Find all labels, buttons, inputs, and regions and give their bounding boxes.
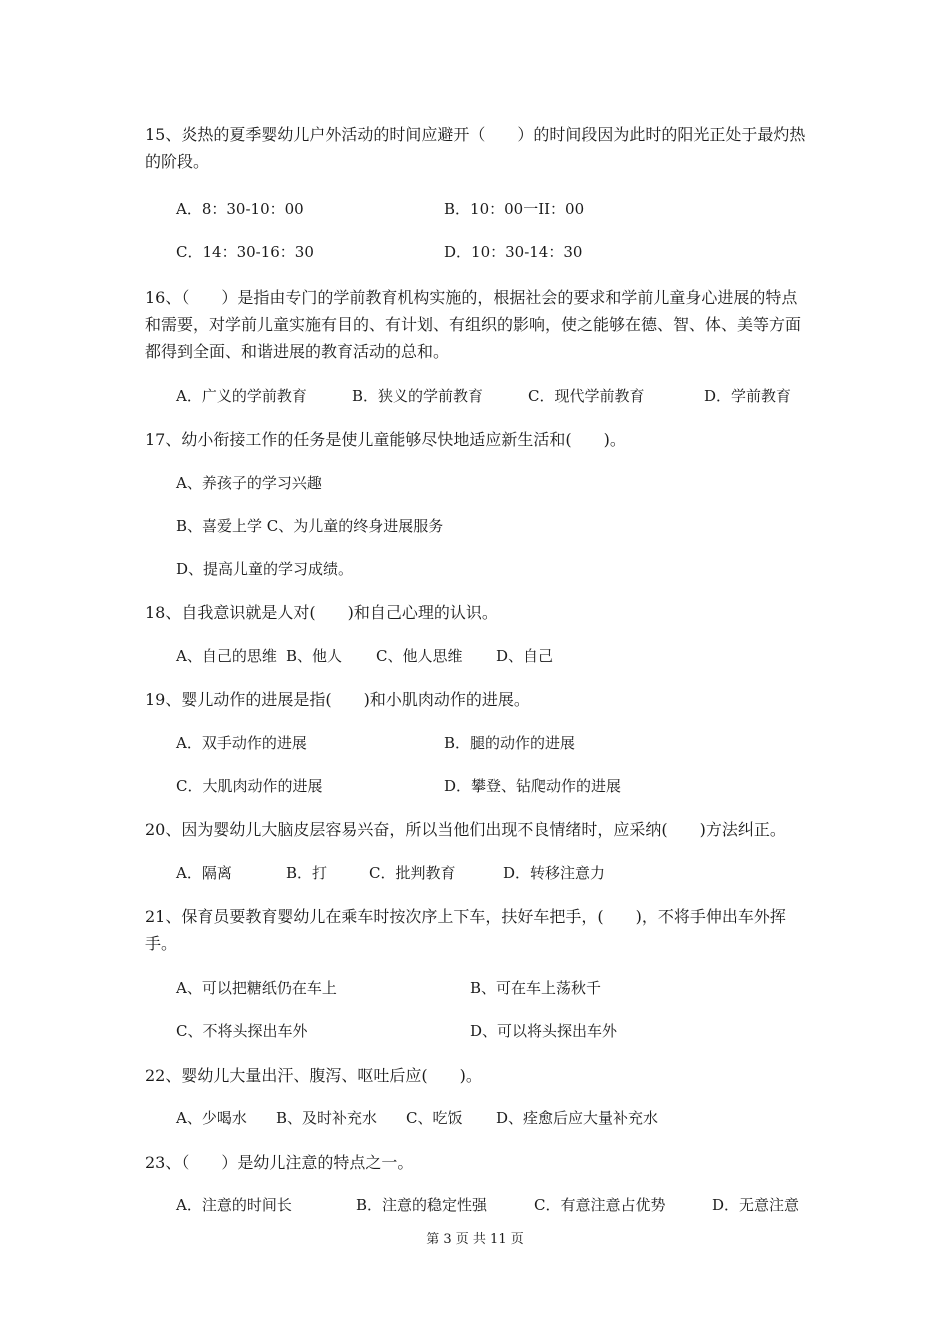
option-b: B、喜爱上学 C、为儿童的终身进展服务 (176, 517, 444, 535)
question-21-options-2 (176, 1020, 816, 1044)
question-18: 18、自我意识就是人对( )和自己心理的认识。 (145, 603, 498, 622)
option-b: B．打 (286, 864, 328, 882)
option-b: B．腿的动作的进展 (444, 734, 576, 752)
question-17-option-d-row (176, 558, 816, 582)
question-17-option-bc-row (176, 515, 816, 539)
question-15-options-2 (176, 241, 816, 265)
option-c: C．现代学前教育 (528, 387, 645, 405)
question-20-options (176, 862, 816, 886)
question-21: 21、保育员要教育婴幼儿在乘车时按次序上下车，扶好车把手，( )，不将手伸出车外挥手。 (145, 907, 786, 953)
option-a: A．广义的学前教育 (176, 387, 307, 405)
option-b: B、可在车上荡秋千 (470, 979, 602, 997)
option-a: A．双手动作的进展 (176, 734, 307, 752)
option-d: D．无意注意 (712, 1196, 800, 1214)
question-16: 16、（ ）是指由专门的学前教育机构实施的，根据社会的要求和学前儿童身心进展的特点和需要，对学前儿童实施有目的、有计划、有组织的影响，使之能够在德、智、体、美等方面都得到全面、和谐进展的教育活动的总和。 (145, 288, 802, 361)
option-d: D、自己 (496, 647, 554, 665)
option-b: B．10：00一II：00 (444, 200, 585, 218)
option-c: C、他人思维 (376, 647, 463, 665)
question-17: 17、幼小衔接工作的任务是使儿童能够尽快地适应新生活和( )。 (145, 430, 626, 449)
question-21-options (176, 977, 816, 1001)
question-15: 15、炎热的夏季婴幼儿户外活动的时间应避开（ ）的时间段因为此时的阳光正处于最灼热的阶段。 (145, 125, 806, 171)
question-23-options (176, 1194, 816, 1218)
question-22: 22、婴幼儿大量出汗、腹泻、呕吐后应( )。 (145, 1066, 482, 1085)
option-a: A．8：30-10：00 (176, 200, 304, 218)
question-20: 20、因为婴幼儿大脑皮层容易兴奋，所以当他们出现不良情绪时，应采纳( )方法纠正。 (145, 820, 786, 839)
question-15-options (176, 198, 816, 222)
option-a: A、自己的思维 (176, 647, 277, 665)
option-d: D、提高儿童的学习成绩。 (176, 560, 354, 578)
option-c: C．大肌肉动作的进展 (176, 777, 323, 795)
option-d: D、痊愈后应大量补充水 (496, 1109, 659, 1127)
question-19-options (176, 732, 816, 756)
option-b: B、及时补充水 (276, 1109, 378, 1127)
option-c: C．有意注意占优势 (534, 1196, 666, 1214)
option-d: D．转移注意力 (503, 864, 606, 882)
question-19: 19、婴儿动作的进展是指( )和小肌肉动作的进展。 (145, 690, 530, 709)
option-c: C、吃饭 (406, 1109, 463, 1127)
question-22-options (176, 1107, 816, 1131)
option-d: D．10：30-14：30 (444, 243, 583, 261)
option-b: B．狭义的学前教育 (352, 387, 484, 405)
option-a: A、养孩子的学习兴趣 (176, 474, 322, 492)
option-d: D、可以将头探出车外 (470, 1022, 618, 1040)
option-a: A．注意的时间长 (176, 1196, 292, 1214)
option-c: C．14：30-16：30 (176, 243, 314, 261)
question-17-option-a-row (176, 472, 816, 496)
option-c: C．批判教育 (369, 864, 456, 882)
option-d: D．攀登、钻爬动作的进展 (444, 777, 622, 795)
page-footer: 第 3 页 共 11 页 (426, 1232, 524, 1247)
option-d: D．学前教育 (704, 387, 792, 405)
option-a: A、可以把糖纸仍在车上 (176, 979, 337, 997)
option-a: A、少喝水 (176, 1109, 247, 1127)
question-19-options-2 (176, 775, 816, 799)
question-16-options (176, 385, 816, 409)
option-b: B．注意的稳定性强 (356, 1196, 488, 1214)
question-18-options (176, 645, 816, 669)
option-c: C、不将头探出车外 (176, 1022, 308, 1040)
option-b: B、他人 (286, 647, 343, 665)
question-23: 23、（ ）是幼儿注意的特点之一。 (145, 1153, 414, 1172)
option-a: A．隔离 (176, 864, 232, 882)
